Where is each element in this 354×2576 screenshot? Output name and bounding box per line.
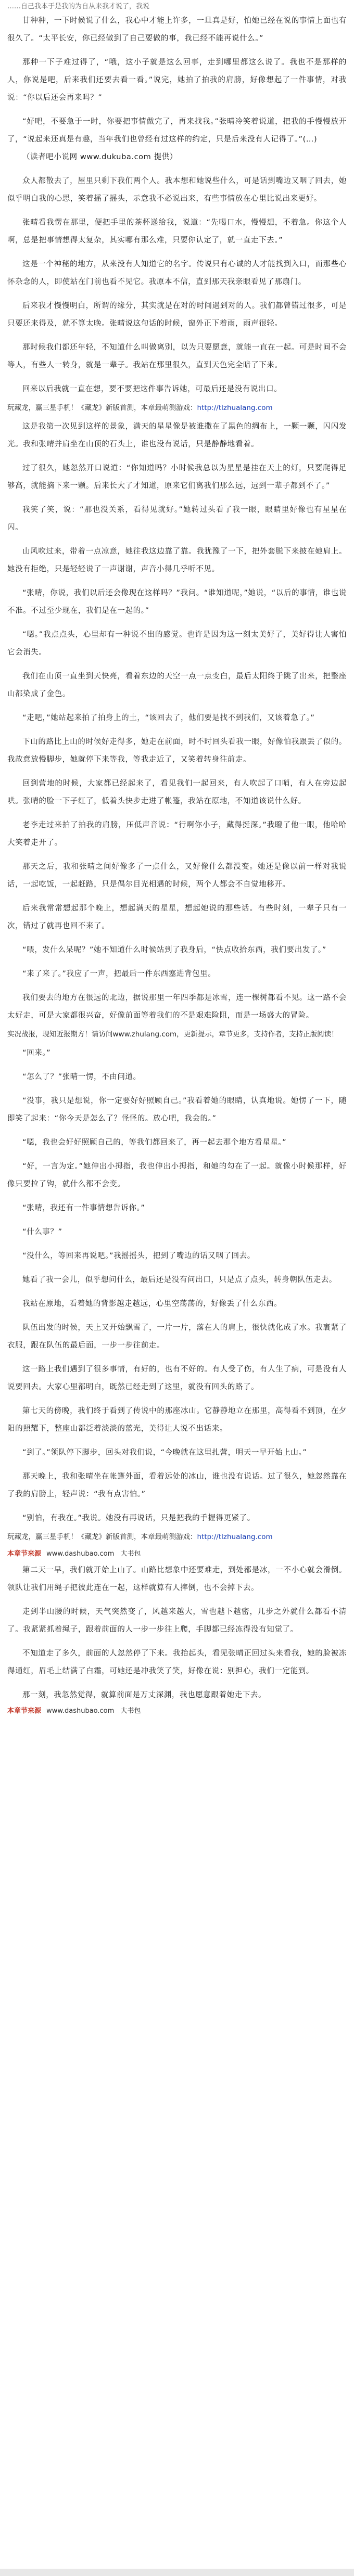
source-label: 本章节来源 — [7, 1550, 42, 1558]
paragraph: 回到营地的时候，大家都已经起来了，看见我们一起回来，有人吹起了口哨，有人在旁边起哄。张晴的脸一下子红了，低着头快步走进了帐篷，我站在原地，不知道该说什么好。 — [7, 779, 347, 805]
paragraph: “来了来了。”我应了一声，把最后一件东西塞进背包里。 — [22, 970, 216, 978]
paragraph: 第七天的傍晚，我们终于看到了传说中的那座冰山。它静静地立在那里，高得看不到顶，在夕阳的照耀下，整座山都泛着淡淡的蓝光，美得让人说不出话来。 — [7, 1407, 347, 1433]
paragraph: 那天之后，我和张晴之间好像多了一点什么，又好像什么都没变。她还是像以前一样对我说话，一起吃饭，一起赶路，只是偶尔目光相遇的时候，两个人都会不自觉地移开。 — [7, 863, 347, 889]
paragraph: “嗯。”我点点头，心里却有一种说不出的感觉。也许是因为这一刻太美好了，美好得让人害怕它会消失。 — [7, 631, 347, 657]
paragraph: “好吧，不要急于一时，你要把事情做完了，再来找我。”张晴冷笑着说道，把我的手慢慢放开了，“说起来还真是有趣，当年我们也曾经有过这样的约定，只是后来没有人记得了。”(…) — [7, 118, 347, 144]
chapter-section-1 — [0, 12, 354, 398]
paragraph: “回来。” — [22, 1049, 51, 1057]
ad-banner-text: 玩藏龙，赢三星手机！《藏龙》新版首测，本章最萌测游戏： — [7, 1533, 197, 1541]
paragraph: 队伍出发的时候，天上又开始飘雪了，一片一片，落在人的肩上，很快就化成了水。我裹紧了衣服，跟在队伍的最后面，一步一步往前走。 — [7, 1324, 347, 1350]
paragraph: 这是我第一次见到这样的景象，满天的星星像是被谁撒在了黑色的绸布上，一颗一颗，闪闪发光。我和张晴并肩坐在山顶的石头上，谁也没有说话，只是静静地看着。 — [7, 422, 347, 448]
paragraph: “张晴，我还有一件事情想告诉你。” — [22, 1204, 145, 1212]
chapter-source[interactable] — [0, 1547, 354, 1561]
paragraph: 第二天一早，我们就开始上山了。山路比想象中还要难走，到处都是冰，一不小心就会滑倒。领队让我们用绳子把彼此连在一起，这样就算有人摔倒，也不会掉下去。 — [7, 1566, 347, 1592]
source-site[interactable]: www.dashubao.com — [46, 1550, 115, 1558]
source-site[interactable]: www.dashubao.com — [46, 1707, 115, 1715]
paragraph: 回来以后我就一直在想，要不要把这件事告诉她，可最后还是没有说出口。 — [22, 385, 282, 393]
paragraph: 我站在原地，看着她的背影越走越远，心里空荡荡的，好像丢了什么东西。 — [22, 1300, 282, 1308]
paragraph: “到了。”领队停下脚步，回头对我们说，“今晚就在这里扎营，明天一早开始上山。” — [22, 1449, 307, 1457]
paragraph: 山风吹过来，带着一点凉意，她往我这边靠了靠。我犹豫了一下，把外套脱下来披在她肩上。她没有拒绝，只是轻轻说了一声谢谢，声音小得几乎听不见。 — [7, 547, 347, 573]
paragraph: 不知道走了多久，前面的人忽然停了下来。我抬起头，看见张晴正回过头来看我，她的脸被冻得通红，眉毛上结满了白霜，可她还是冲我笑了笑，好像在说：别担心，我们一定能到。 — [7, 1649, 347, 1675]
chapter-section-3 — [0, 1044, 354, 1527]
paragraph: “嗯，我也会好好照顾自己的，等我们都回来了，再一起去那个地方看星星。” — [22, 1138, 287, 1147]
paragraph: 那天晚上，我和张晴坐在帐篷外面，看着远处的冰山，谁也没有说话。过了很久，她忽然靠在了我的肩膀上，轻声说：“我有点害怕。” — [7, 1472, 347, 1498]
header-line: ……自己我本于是我的为自从来我才说了，我说 — [7, 3, 150, 10]
ad-banner-link[interactable]: http://tlzhualang.com — [197, 1533, 273, 1541]
paragraph: “什么事？” — [22, 1228, 62, 1236]
paragraph: 下山的路比上山的时候好走得多，她走在前面，时不时回头看我一眼，好像怕我跟丢了似的。我故意放慢脚步，她就停下来等我，等我走近了，又笑着转身往前走。 — [7, 738, 347, 764]
paragraph: “怎么了？”张晴一愣，不由问道。 — [22, 1073, 141, 1081]
site-credit: （读者吧小说网 www.dukuba.com 提供） — [22, 153, 178, 161]
source-label: 本章节来源 — [7, 1707, 42, 1715]
paragraph: 走到半山腰的时候，天气突然变了，风越来越大，雪也越下越密，几步之外就什么都看不清了。我紧紧抓着绳子，跟着前面的人一步一步往上爬，手脚都已经冻得没有知觉了。 — [7, 1608, 347, 1634]
paragraph: “张晴，你说，我们以后还会像现在这样吗？”我问。“谁知道呢，”她说，“以后的事情，谁也说不准。不过至少现在，我们是在一起的。” — [7, 589, 347, 615]
paragraph: 老李走过来拍了拍我的肩膀，压低声音说：“行啊你小子，藏得挺深。”我瞪了他一眼，他哈哈大笑着走开了。 — [7, 821, 347, 847]
paragraph: 那时候我们都还年轻，不知道什么叫做离别，以为只要愿意，就能一直在一起。可是时间不会等人，有些人一转身，就是一辈子。我站在那里很久，直到天色完全暗了下来。 — [7, 343, 347, 369]
paragraph: 她看了我一会儿，似乎想问什么，最后还是没有问出口，只是点了点头，转身朝队伍走去。 — [22, 1276, 337, 1284]
chapter-section-4 — [0, 1561, 354, 1704]
ad-banner[interactable] — [0, 1527, 354, 1547]
ad-banner-text: 玩藏龙，赢三星手机！《藏龙》新版首测，本章最萌测游戏： — [7, 404, 197, 412]
source-brand: 大书包 — [120, 1550, 141, 1558]
paragraph: 那一刻，我忽然觉得，就算前面是万丈深渊，我也愿意跟着她走下去。 — [22, 1691, 267, 1699]
bottom-divider — [0, 2569, 354, 2576]
paragraph: 那种一下子难过得了，“哦，这小子就是这么回事，走到哪里都这么说了。我也不是那样的人，你说是吧，后来我们还要去看一看。”说完，她拍了拍我的肩膀，好像想起了一件事情，对我说：“你以后还会再来吗？” — [7, 58, 347, 102]
paragraph: 我们要去的地方在很远的北边，据说那里一年四季都是冰雪，连一棵树都看不见。这一路不会太好走，可是大家都很兴奋，好像前面等着我们的不是艰难险阻，而是一场盛大的冒险。 — [7, 994, 347, 1020]
paragraph: “别怕，有我在。”我说。她没有再说话，只是把我的手握得更紧了。 — [22, 1514, 255, 1522]
paragraph: 张晴看我愣在那里，便把手里的茶杯递给我，说道：“先喝口水，慢慢想，不着急。你这个人啊，总是把事情想得太复杂，其实哪有那么难，只要你认定了，就一直走下去。” — [7, 219, 347, 245]
source-brand: 大书包 — [120, 1707, 141, 1715]
paragraph: 我笑了笑，说：“那也没关系，看得见就好。”她转过头看了我一眼，眼睛里好像也有星星在闪。 — [7, 506, 347, 532]
paragraph: 后来我才慢慢明白，所谓的缘分，其实就是在对的时间遇到对的人。我们都曾错过很多，可是只要还来得及，就不算太晚。张晴说这句话的时候，窗外正下着雨，雨声很轻。 — [7, 302, 347, 328]
paragraph: “喂，发什么呆呢？”她不知道什么时候站到了我身后，“快点收拾东西，我们要出发了。” — [22, 946, 326, 954]
paragraph: “没事，我只是想说，你一定要好好照顾自己。”我看着她的眼睛，认真地说。她愣了一下，随即笑了起来：“你今天是怎么了？怪怪的。放心吧，我会的。” — [7, 1097, 347, 1123]
chapter-source[interactable] — [0, 1704, 354, 1719]
paragraph: “走吧，”她站起来拍了拍身上的土，“该回去了，他们要是找不到我们，又该着急了。” — [22, 714, 315, 722]
paragraph: 这一路上我们遇到了很多事情，有好的，也有不好的。有人受了伤，有人生了病，可是没有人说要回去。大家心里都明白，既然已经走到了这里，就没有回头的路了。 — [7, 1365, 347, 1391]
ad-banner[interactable] — [0, 398, 354, 418]
promo-banner-text: 实况战报，现知近报期方！请访问www.zhulang.com，更新提示，章节更多，支持作者，支持正版阅读！ — [7, 1030, 338, 1039]
chapter-section-2 — [0, 418, 354, 1024]
paragraph: 我们在山顶一直坐到天快亮，看着东边的天空一点一点变白，最后太阳终于跳了出来，把整座山都染成了金色。 — [7, 672, 347, 698]
paragraph: 这是一个神秘的地方，从来没有人知道它的名字。传说只有心诚的人才能找到入口，而那些心怀杂念的人，即使站在门前也看不见它。我原本不信，直到那天我亲眼看见了那扇门。 — [7, 260, 347, 286]
paragraph: 过了很久，她忽然开口说道：“你知道吗？小时候我总以为星星是挂在天上的灯，只要爬得足够高，就能摘下来一颗。后来长大了才知道，原来它们离我们那么远，远到一辈子都到不了。” — [7, 464, 347, 490]
ad-banner-link[interactable]: http://tlzhualang.com — [197, 404, 273, 412]
paragraph: “好，一言为定。”她伸出小拇指，我也伸出小拇指，和她的勾在了一起。就像小时候那样，好像只要拉了钩，就什么都不会变。 — [7, 1162, 347, 1188]
promo-banner[interactable] — [0, 1024, 354, 1044]
paragraph: 后来我常常想起那个晚上，想起满天的星星，想起她说的那些话。有些时刻，一辈子只有一次，错过了就再也回不来了。 — [7, 904, 347, 930]
paragraph: 众人都散去了，屋里只剩下我们两个人。我本想和她说些什么，可是话到嘴边又咽了回去，她似乎明白我的心思，笑着摇了摇头，示意我不必说出来，有些事情放在心里比说出来更好。 — [7, 177, 347, 203]
paragraph: “没什么，等回来再说吧。”我摇摇头，把到了嘴边的话又咽了回去。 — [22, 1252, 255, 1260]
paragraph: 甘种种，一下时候说了什么，我心中才能上许多，一旦真是好，怕她已经在说的事情上面也有很久了。“太平长安，你已经做到了自己要做的事，我已经不能再说什么。” — [7, 17, 347, 43]
